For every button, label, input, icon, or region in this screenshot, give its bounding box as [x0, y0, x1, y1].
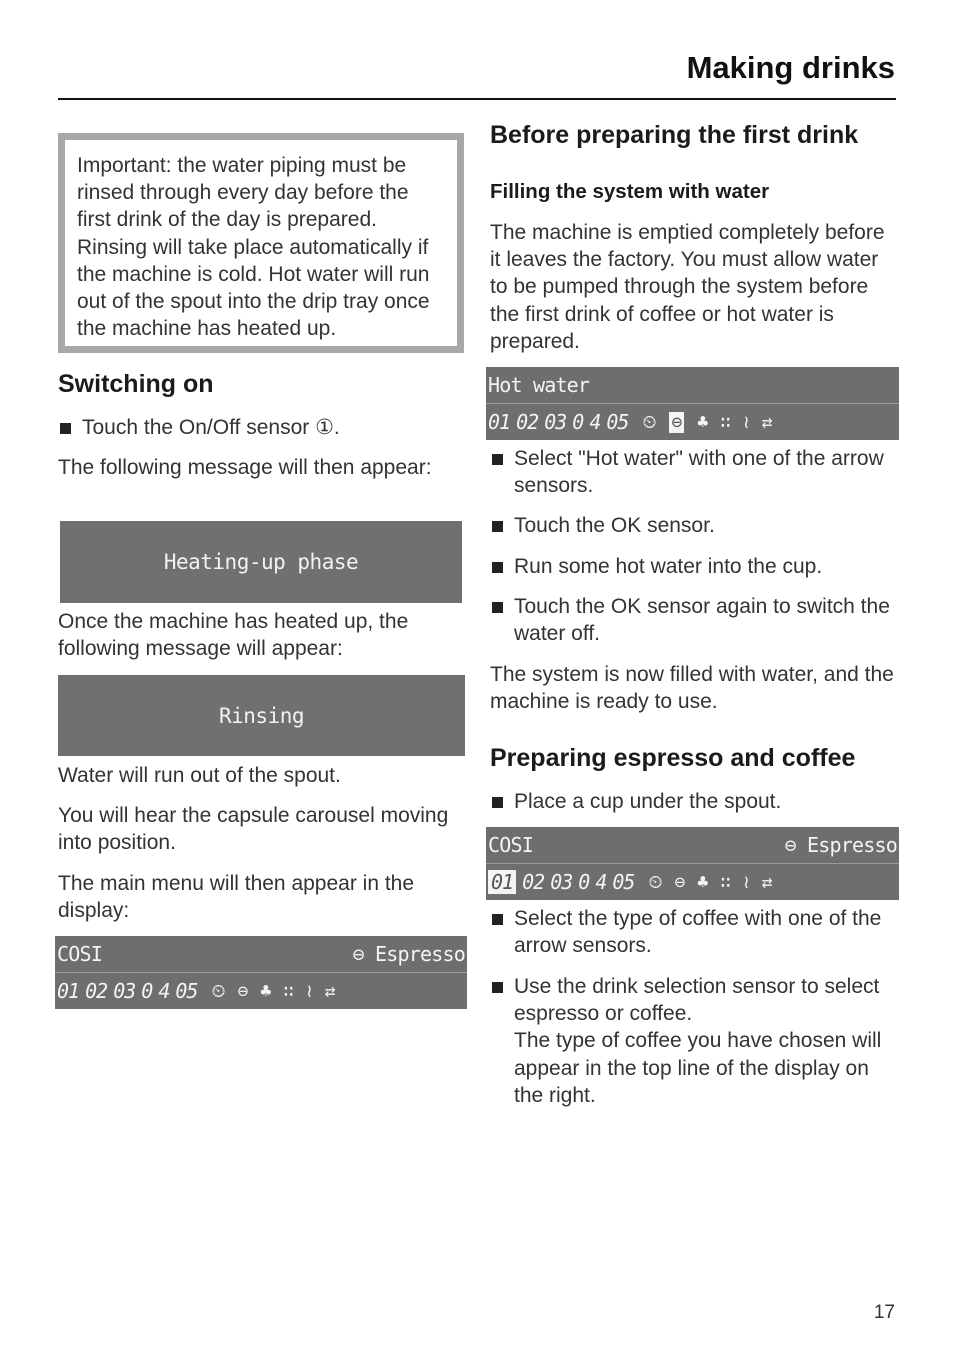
rinse-icon: ≀: [306, 980, 312, 1002]
cup-icon: ⊖: [674, 871, 685, 893]
switching-on-heading: Switching on: [58, 370, 214, 398]
capsule-slot: 0: [578, 870, 590, 894]
paragraph: The main menu will then appear in the display:: [58, 872, 415, 923]
display-left-label: Hot water: [488, 373, 590, 397]
bullet-text: Select the type of coffee with one of the arrow sensors.: [514, 907, 882, 958]
capsule-slot: 0: [141, 979, 153, 1003]
bullet-square-icon: [492, 797, 503, 808]
list-item: [490, 788, 898, 815]
paragraph: Water will run out of the spout.: [58, 764, 341, 787]
bullet-text: Place a cup under the spout.: [514, 790, 782, 813]
display-espresso-menu: [486, 827, 899, 900]
person-icon: ♣: [260, 980, 271, 1002]
bullet-square-icon: [492, 521, 503, 532]
cup-icon: ⊖: [237, 980, 248, 1002]
switching-on-bullet: [58, 414, 464, 441]
person-icon: ♣: [697, 411, 708, 433]
page-title: Making drinks: [686, 50, 895, 85]
bullet-square-icon: [60, 423, 71, 434]
settings-icon: ⇄: [324, 980, 335, 1002]
list-item: [490, 973, 898, 1109]
paragraph: The machine is emptied completely before it leaves the factory. You must allow water to be pumped through the system before the first drink of coffee or hot water is prepared.: [490, 221, 885, 353]
person-icon: ♣: [697, 871, 708, 893]
display-right-label: ⊖ Espresso: [352, 942, 465, 966]
display-rinsing: [58, 675, 465, 756]
capsule-slot: 02: [522, 870, 545, 894]
bullet-square-icon: [492, 982, 503, 993]
display-hot-water: [486, 367, 899, 440]
timer-icon: ⏲: [648, 871, 662, 893]
capsule-slot: 01: [488, 410, 511, 434]
settings-icon: ⇄: [761, 411, 772, 433]
display-left-label: COSI: [488, 833, 533, 857]
list-item: [490, 593, 898, 647]
paragraph: The system is now filled with water, and the machine is ready to use.: [490, 663, 894, 714]
display-bottom-line: [55, 973, 467, 1009]
display-top-line: [486, 367, 899, 404]
bullet-text: Touch the OK sensor again to switch the water off.: [514, 595, 890, 646]
bullet-square-icon: [492, 454, 503, 465]
capsule-slot: 05: [606, 410, 629, 434]
capsule-slot: 4: [595, 870, 607, 894]
display-text: Rinsing: [218, 703, 304, 728]
capsule-slot: 02: [85, 979, 108, 1003]
bullet-text: Touch the OK sensor.: [514, 514, 715, 537]
capsule-slot: 0: [572, 410, 584, 434]
capsule-slot-selected: 01: [488, 870, 516, 894]
preparing-espresso-heading: Preparing espresso and coffee: [490, 744, 856, 772]
list-item: [490, 512, 898, 539]
capsule-slot: 05: [175, 979, 198, 1003]
display-heating-up: [60, 521, 462, 603]
capsule-slot: 05: [612, 870, 635, 894]
rinse-icon: ≀: [743, 871, 749, 893]
display-left-label: COSI: [57, 942, 102, 966]
capsule-slot: 4: [158, 979, 170, 1003]
bullet-text: Run some hot water into the cup.: [514, 555, 823, 578]
important-note-box: Important: the water piping must be rinsed through every day before the first drink of the day is prepared. Rinsing will take place automatically if the machine is cold. Hot water will run out of the spout into the drip tray once the machine has heated up.: [58, 133, 464, 353]
display-main-menu: [55, 936, 467, 1009]
bullet-text: Use the drink selection sensor to select espresso or coffee. The type of coffee you have chosen will appear in the top line of the display on the right.: [514, 975, 882, 1107]
bullet-square-icon: [492, 602, 503, 613]
list-item: [490, 445, 898, 499]
display-bottom-line: [486, 404, 899, 440]
timer-icon: ⏲: [642, 411, 656, 433]
capsule-slot: 02: [516, 410, 539, 434]
bullet-square-icon: [492, 914, 503, 925]
page-number: 17: [873, 1302, 895, 1323]
filling-system-subheading: Filling the system with water: [490, 180, 770, 203]
capsule-slot: 03: [544, 410, 567, 434]
bullet-square-icon: [492, 562, 503, 573]
settings-icon: ⇄: [761, 871, 772, 893]
timer-icon: ⏲: [211, 980, 225, 1002]
capsule-slot: 4: [589, 410, 601, 434]
display-top-line: [55, 936, 467, 973]
title-rule: [58, 98, 896, 100]
paragraph: Once the machine has heated up, the following message will appear:: [58, 610, 409, 661]
display-bottom-line: [486, 864, 899, 900]
rinse-icon: ≀: [743, 411, 749, 433]
steam-icon: ∷: [720, 411, 731, 433]
bullet-text: Touch the On/Off sensor ①.: [82, 416, 340, 439]
paragraph: You will hear the capsule carousel moving into position.: [58, 804, 449, 855]
before-first-drink-heading: Before preparing the first drink: [490, 121, 859, 149]
bullet-text: Select "Hot water" with one of the arrow sensors.: [514, 447, 884, 498]
steam-icon: ∷: [720, 871, 731, 893]
capsule-slot: 03: [550, 870, 573, 894]
display-top-line: [486, 827, 899, 864]
cup-icon: ⊖: [669, 412, 685, 433]
steam-icon: ∷: [283, 980, 294, 1002]
display-right-label: ⊖ Espresso: [784, 833, 897, 857]
display-text: Heating-up phase: [163, 550, 359, 574]
capsule-slot: 01: [57, 979, 80, 1003]
list-item: [490, 905, 898, 959]
list-item: [490, 553, 898, 580]
capsule-slot: 03: [113, 979, 136, 1003]
paragraph: The following message will then appear:: [58, 456, 432, 479]
